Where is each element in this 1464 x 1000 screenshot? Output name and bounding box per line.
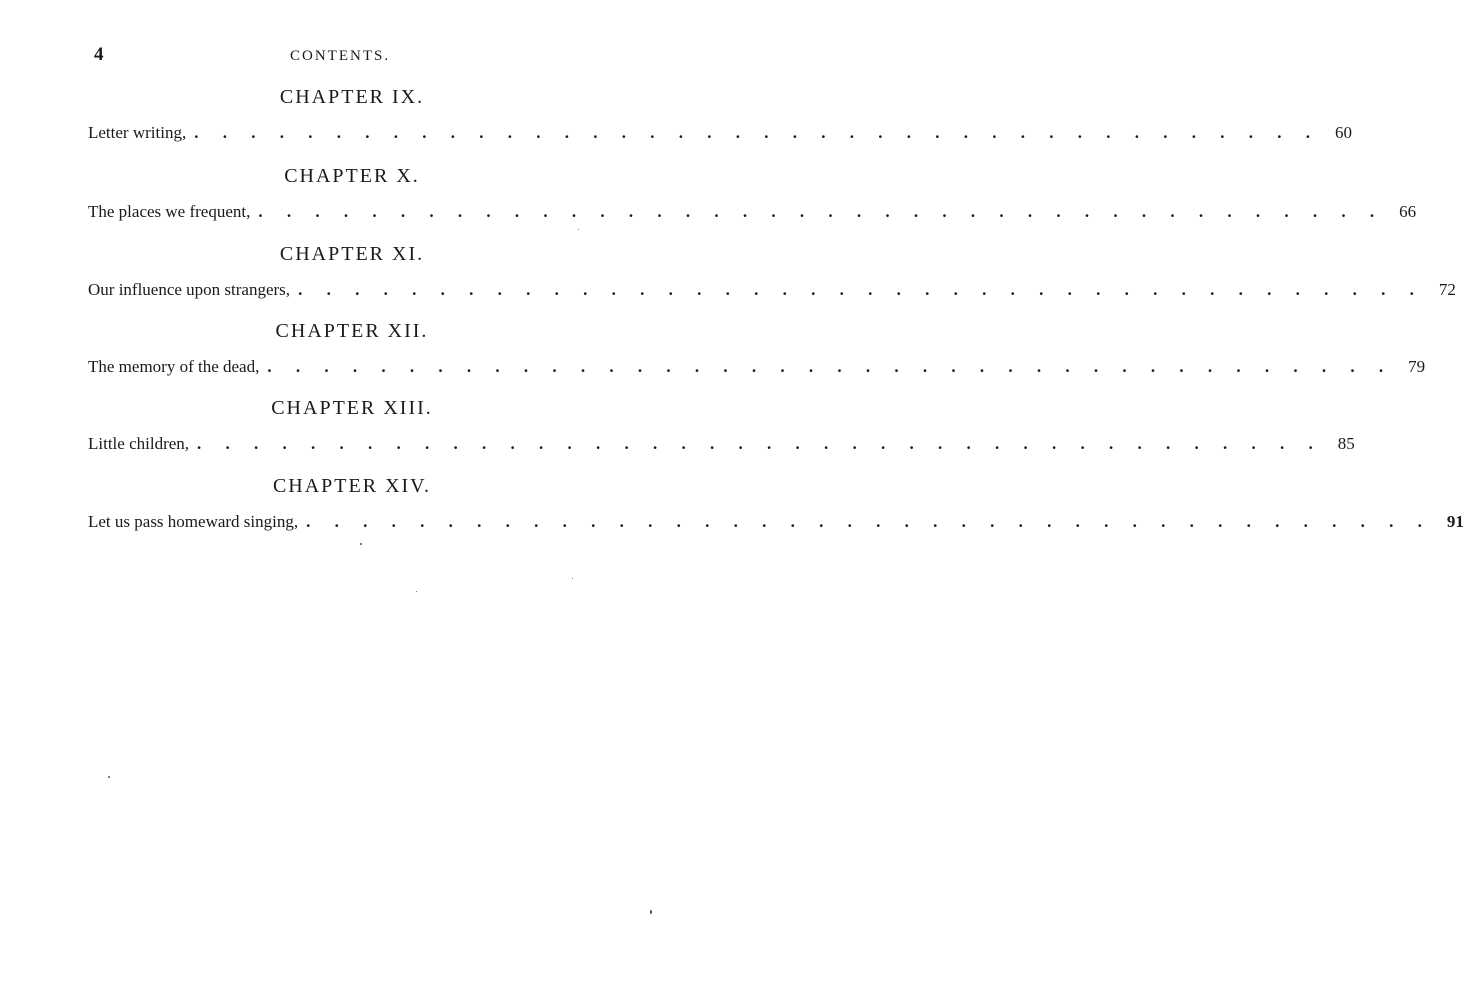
scan-speck	[650, 910, 652, 914]
page-number: 4	[94, 44, 104, 65]
toc-entry[interactable]	[88, 123, 1352, 149]
entry-title: The memory of the dead,	[88, 357, 260, 376]
chapter-block-xiii	[88, 397, 1355, 460]
dot-leader: . . . . . . . . . . . . . . . . . . . . . . . . . . . . . . . . . . . . . . . .	[267, 357, 1394, 376]
dot-leader: . . . . . . . . . . . . . . . . . . . . . . . . . . . . . . . . . . . . . . . .	[197, 434, 1323, 453]
chapter-heading: CHAPTER XII.	[275, 320, 429, 342]
chapter-heading: CHAPTER XIV.	[272, 475, 432, 497]
scan-speck	[578, 229, 579, 230]
chapter-block-ix	[88, 86, 1352, 149]
dot-leader: . . . . . . . . . . . . . . . . . . . . . . . . . . . . . . . . . . . . . . . .	[298, 280, 1424, 299]
running-head: CONTENTS.	[290, 48, 391, 64]
toc-entry[interactable]	[88, 202, 1417, 228]
chapter-block-xiv	[88, 475, 1464, 538]
chapter-heading: CHAPTER XIII.	[271, 397, 433, 419]
entry-page-number: 66	[1399, 202, 1417, 221]
scan-speck	[416, 591, 417, 592]
scan-speck	[360, 543, 362, 545]
toc-entry[interactable]	[88, 357, 1426, 383]
entry-page-number: 79	[1408, 357, 1426, 376]
entry-title: Our influence upon strangers,	[88, 280, 291, 299]
chapter-heading: CHAPTER XI.	[279, 243, 425, 265]
dot-leader: . . . . . . . . . . . . . . . . . . . . . . . . . . . . . . . . . . . . . . . .	[194, 123, 1320, 142]
entry-title: Little children,	[88, 434, 190, 453]
page-header	[90, 44, 610, 68]
scan-speck	[108, 776, 110, 778]
entry-page-number: 85	[1337, 434, 1355, 453]
chapter-heading: CHAPTER X.	[284, 165, 420, 187]
chapter-block-x	[88, 165, 1417, 228]
dot-leader: . . . . . . . . . . . . . . . . . . . . . . . . . . . . . . . . . . . . . . . .	[258, 202, 1385, 221]
entry-title: Let us pass homeward singing,	[88, 512, 299, 531]
chapter-block-xii	[88, 320, 1426, 383]
entry-page-number: 60	[1334, 123, 1352, 142]
entry-page-number: 91	[1446, 512, 1464, 531]
entry-title: Letter writing,	[88, 123, 187, 142]
scan-speck	[572, 578, 573, 579]
toc-entry[interactable]	[88, 434, 1355, 460]
toc-entry[interactable]	[88, 512, 1464, 538]
toc-entry[interactable]	[88, 280, 1456, 306]
chapter-block-xi	[88, 243, 1456, 306]
entry-title: The places we frequent,	[88, 202, 251, 221]
dot-leader: . . . . . . . . . . . . . . . . . . . . . . . . . . . . . . . . . . . . . . . .	[306, 512, 1432, 531]
chapter-heading: CHAPTER IX.	[279, 86, 425, 108]
entry-page-number: 72	[1438, 280, 1456, 299]
